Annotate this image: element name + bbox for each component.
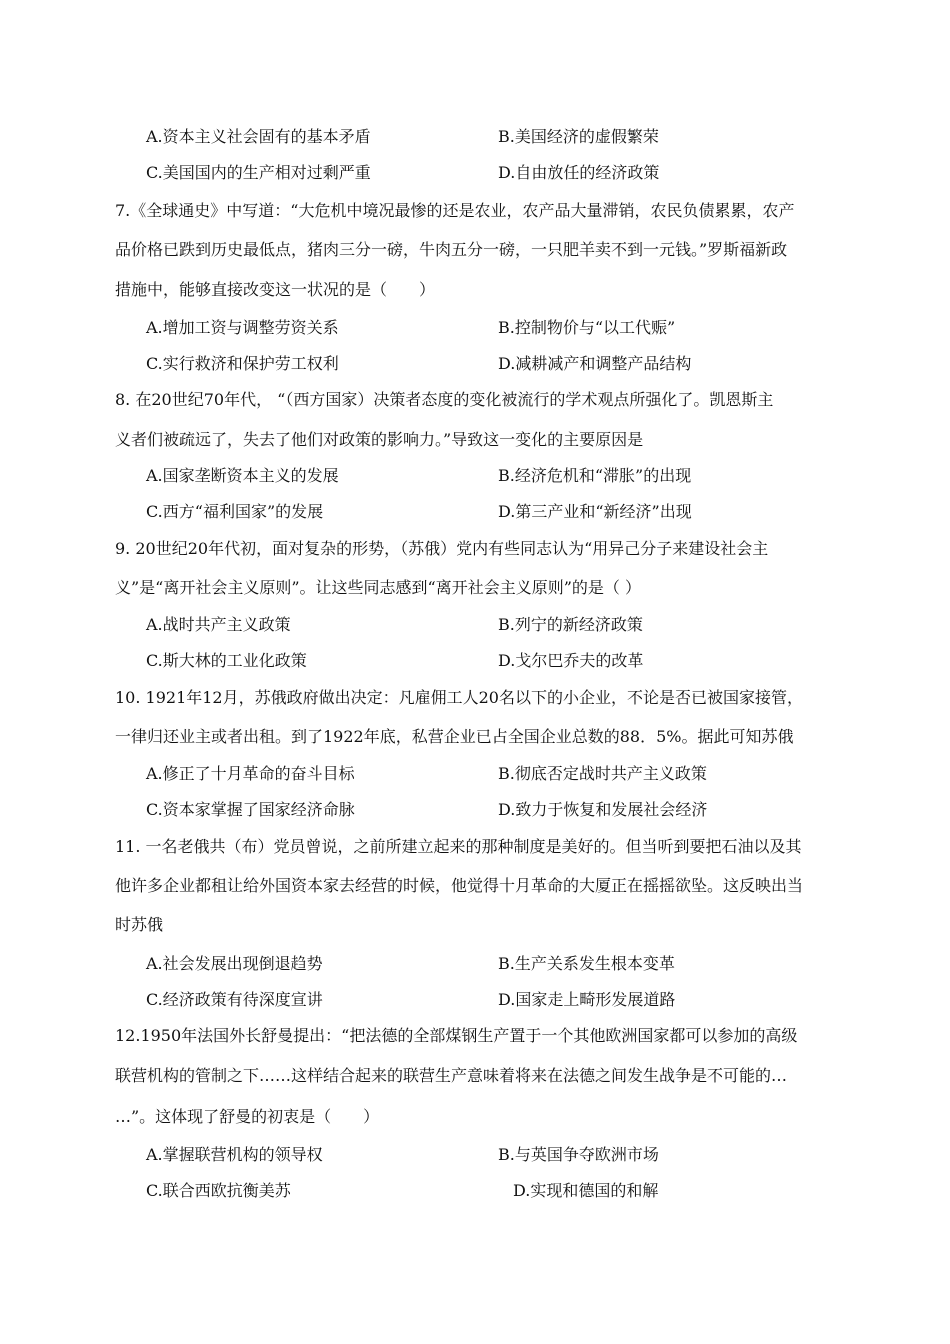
q8-stem-line-2: 义者们被疏远了，失去了他们对政策的影响力。”导致这一变化的主要原因是 (115, 430, 644, 449)
q12-stem-line-2: 联营机构的管制之下……这样结合起来的联营生产意味着将来在法德之间发生战争是不可能的… (115, 1066, 788, 1085)
q7-option-c: C.实行救济和保护劳工权利 (146, 354, 339, 373)
q6-option-c: C.美国国内的生产相对过剩严重 (146, 163, 371, 182)
q8-option-c: C.西方“福利国家”的发展 (146, 502, 324, 521)
q7-stem-line-2: 品价格已跌到历史最低点，猪肉三分一磅，牛肉五分一磅，一只肥羊卖不到一元钱。”罗斯福新政 (115, 240, 788, 259)
q9-option-a: A.战时共产主义政策 (146, 615, 291, 634)
q10-stem-line-2: 一律归还业主或者出租。到了1922年底，私营企业已占全国企业总数的88．5%。据此可知苏俄 (115, 727, 794, 746)
q9-option-b: B.列宁的新经济政策 (498, 615, 643, 634)
q8-option-b: B.经济危机和“滞胀”的出现 (498, 466, 692, 485)
q12-option-a: A.掌握联营机构的领导权 (146, 1145, 323, 1164)
q10-option-b: B.彻底否定战时共产主义政策 (498, 764, 707, 783)
q12-stem-line-1: 12.1950年法国外长舒曼提出：“把法德的全部煤钢生产置于一个其他欧洲国家都可以参加的高级 (115, 1026, 798, 1045)
q12-stem-line-3: …”。这体现了舒曼的初衷是（ ） (115, 1107, 380, 1126)
q6-option-b: B.美国经济的虚假繁荣 (498, 127, 659, 146)
q12-option-b: B.与英国争夺欧洲市场 (498, 1145, 659, 1164)
q9-stem-line-1: 9. 20世纪20年代初，面对复杂的形势，（苏俄）党内有些同志认为“用异己分子来建设社会主 (115, 539, 769, 558)
q9-option-d: D.戈尔巴乔夫的改革 (498, 651, 644, 670)
q7-option-b: B.控制物价与“以工代赈” (498, 318, 676, 337)
q9-stem-line-2: 义”是“离开社会主义原则”。让这些同志感到“离开社会主义原则”的是（ ） (115, 578, 641, 597)
q11-stem-line-2: 他许多企业都租让给外国资本家去经营的时候，他觉得十月革命的大厦正在摇摇欲坠。这反映出当 (115, 876, 804, 895)
q7-option-d: D.减耕减产和调整产品结构 (498, 354, 692, 373)
q8-option-a: A.国家垄断资本主义的发展 (146, 466, 339, 485)
q11-option-b: B.生产关系发生根本变革 (498, 954, 675, 973)
q6-option-d: D.自由放任的经济政策 (498, 163, 660, 182)
q7-stem-line-3: 措施中，能够直接改变这一状况的是（ ） (115, 280, 436, 299)
q8-option-d: D.第三产业和“新经济”出现 (498, 502, 692, 521)
q12-option-d: D.实现和德国的和解 (513, 1181, 659, 1200)
q11-stem-line-3: 时苏俄 (115, 915, 164, 934)
q8-stem-line-1: 8. 在20世纪70年代， “（西方国家）决策者态度的变化被流行的学术观点所强化了。凯恩斯主 (115, 390, 774, 409)
q9-option-c: C.斯大林的工业化政策 (146, 651, 307, 670)
q12-option-c: C.联合西欧抗衡美苏 (146, 1181, 291, 1200)
q11-option-a: A.社会发展出现倒退趋势 (146, 954, 323, 973)
q10-stem-line-1: 10. 1921年12月，苏俄政府做出决定：凡雇佣工人20名以下的小企业，不论是否已被国家接管， (115, 688, 803, 707)
q10-option-d: D.致力于恢复和发展社会经济 (498, 800, 708, 819)
q7-stem-line-1: 7.《全球通史》中写道：“大危机中境况最惨的还是农业，农产品大量滞销，农民负债累累，农产 (115, 201, 795, 220)
q11-option-d: D.国家走上畸形发展道路 (498, 990, 676, 1009)
q6-option-a: A.资本主义社会固有的基本矛盾 (146, 127, 371, 146)
q10-option-c: C.资本家掌握了国家经济命脉 (146, 800, 355, 819)
q7-option-a: A.增加工资与调整劳资关系 (146, 318, 339, 337)
q11-stem-line-1: 11. 一名老俄共（布）党员曾说，之前所建立起来的那种制度是美好的。但当听到要把石油以及其 (115, 837, 802, 856)
q10-option-a: A.修正了十月革命的奋斗目标 (146, 764, 355, 783)
q11-option-c: C.经济政策有待深度宣讲 (146, 990, 323, 1009)
